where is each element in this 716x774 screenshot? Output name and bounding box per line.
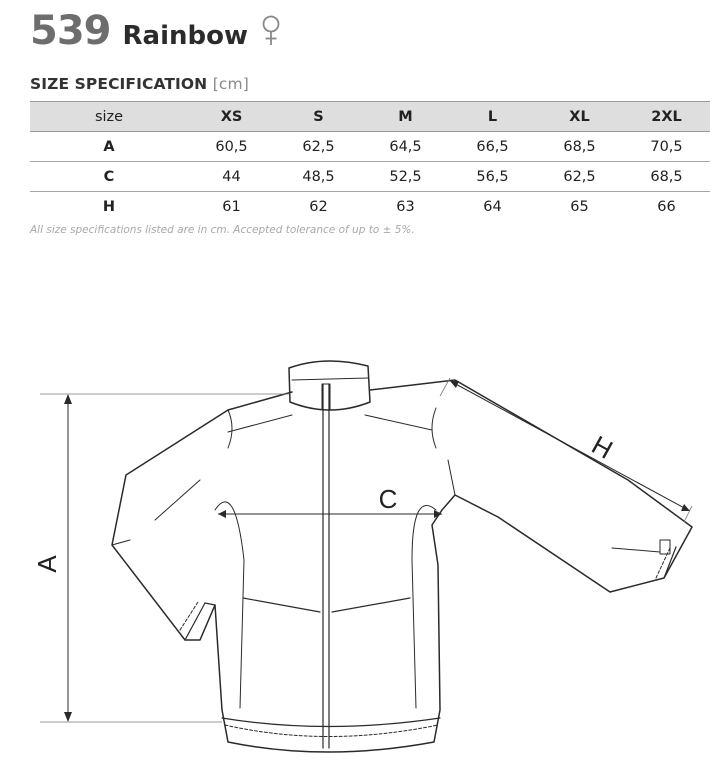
row-label: C xyxy=(30,162,188,192)
dimension-label-c: C xyxy=(378,484,398,514)
table-cell: 62,5 xyxy=(275,132,362,162)
size-spec-unit: [cm] xyxy=(212,75,249,93)
header-xl: XL xyxy=(536,102,623,132)
header-l: L xyxy=(449,102,536,132)
header-xs: XS xyxy=(188,102,275,132)
table-cell: 62,5 xyxy=(536,162,623,192)
dimension-h xyxy=(440,378,692,522)
table-cell: 66,5 xyxy=(449,132,536,162)
dimension-label-a: A xyxy=(32,555,62,573)
table-cell: 60,5 xyxy=(188,132,275,162)
table-cell: 52,5 xyxy=(362,162,449,192)
dimension-c xyxy=(218,484,442,518)
dimension-label-h: H xyxy=(586,429,618,465)
jacket-outline xyxy=(112,361,692,752)
row-label: H xyxy=(102,198,116,215)
size-spec-heading: SIZE SPECIFICATION xyxy=(30,75,208,93)
dimension-a xyxy=(32,394,290,722)
table-cell: 64,5 xyxy=(362,132,449,162)
header-m: M xyxy=(362,102,449,132)
table-cell: 66 xyxy=(657,198,676,215)
table-cell: 70,5 xyxy=(623,132,710,162)
table-cell: 56,5 xyxy=(449,162,536,192)
table-cell: 65 xyxy=(570,198,589,215)
row-label: A xyxy=(30,132,188,162)
table-cell: 48,5 xyxy=(275,162,362,192)
table-cell: 68,5 xyxy=(536,132,623,162)
table-cell: 64 xyxy=(483,198,502,215)
product-code: 539 xyxy=(30,8,111,54)
header-size: size xyxy=(30,102,188,132)
table-cell: 62 xyxy=(309,198,328,215)
tolerance-note: All size specifications listed are in cm. Accepted tolerance of up to ± 5%. xyxy=(30,224,415,236)
product-name: Rainbow xyxy=(122,21,248,51)
table-cell: 61 xyxy=(222,198,241,215)
table-cell: 63 xyxy=(396,198,415,215)
header-2xl: 2XL xyxy=(623,102,710,132)
header-s: S xyxy=(275,102,362,132)
table-cell: 44 xyxy=(188,162,275,192)
table-cell: 68,5 xyxy=(623,162,710,192)
